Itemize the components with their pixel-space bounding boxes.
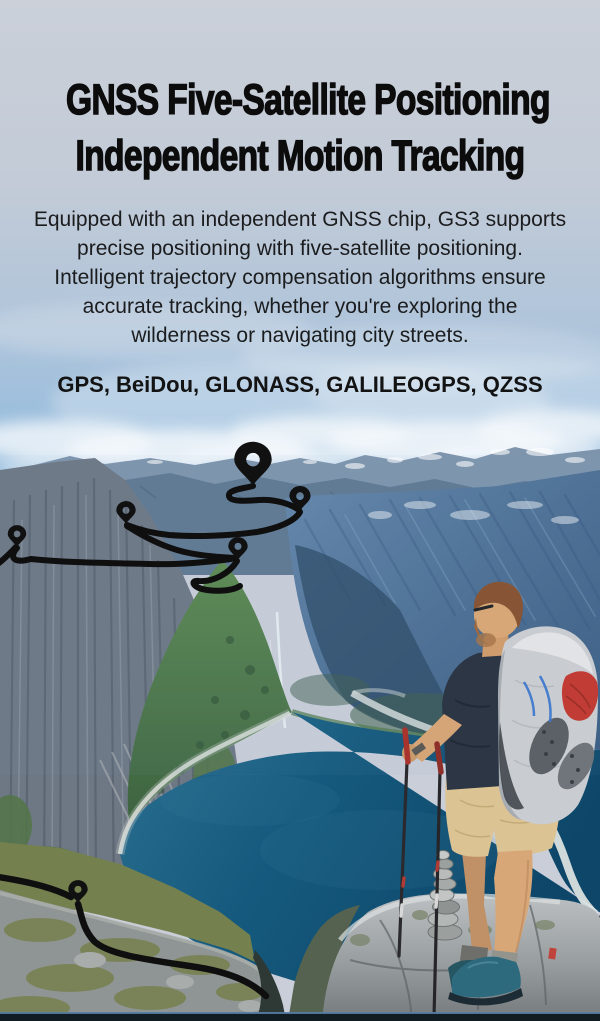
description-line: accurate tracking, whether you're exploring the bbox=[82, 295, 518, 318]
description-line: wilderness or navigating city streets. bbox=[131, 324, 469, 347]
satellite-systems-list: GPS, BeiDou, GLONASS, GALILEOGPS, QZSS bbox=[57, 372, 543, 397]
bottom-edge-strip bbox=[0, 1013, 600, 1021]
hero-text-block bbox=[0, 0, 600, 400]
description-paragraph bbox=[0, 205, 600, 350]
headline-line-2: Independent Motion Tracking bbox=[75, 132, 525, 180]
headline-line-1: GNSS Five-Satellite Positioning bbox=[66, 76, 550, 124]
description-line: Equipped with an independent GNSS chip, GS3 supports bbox=[33, 208, 567, 231]
page-title bbox=[0, 72, 600, 184]
description-line: precise positioning with five-satellite positioning. bbox=[77, 237, 523, 260]
description-line: Intelligent trajectory compensation algorithms ensure bbox=[54, 266, 546, 289]
